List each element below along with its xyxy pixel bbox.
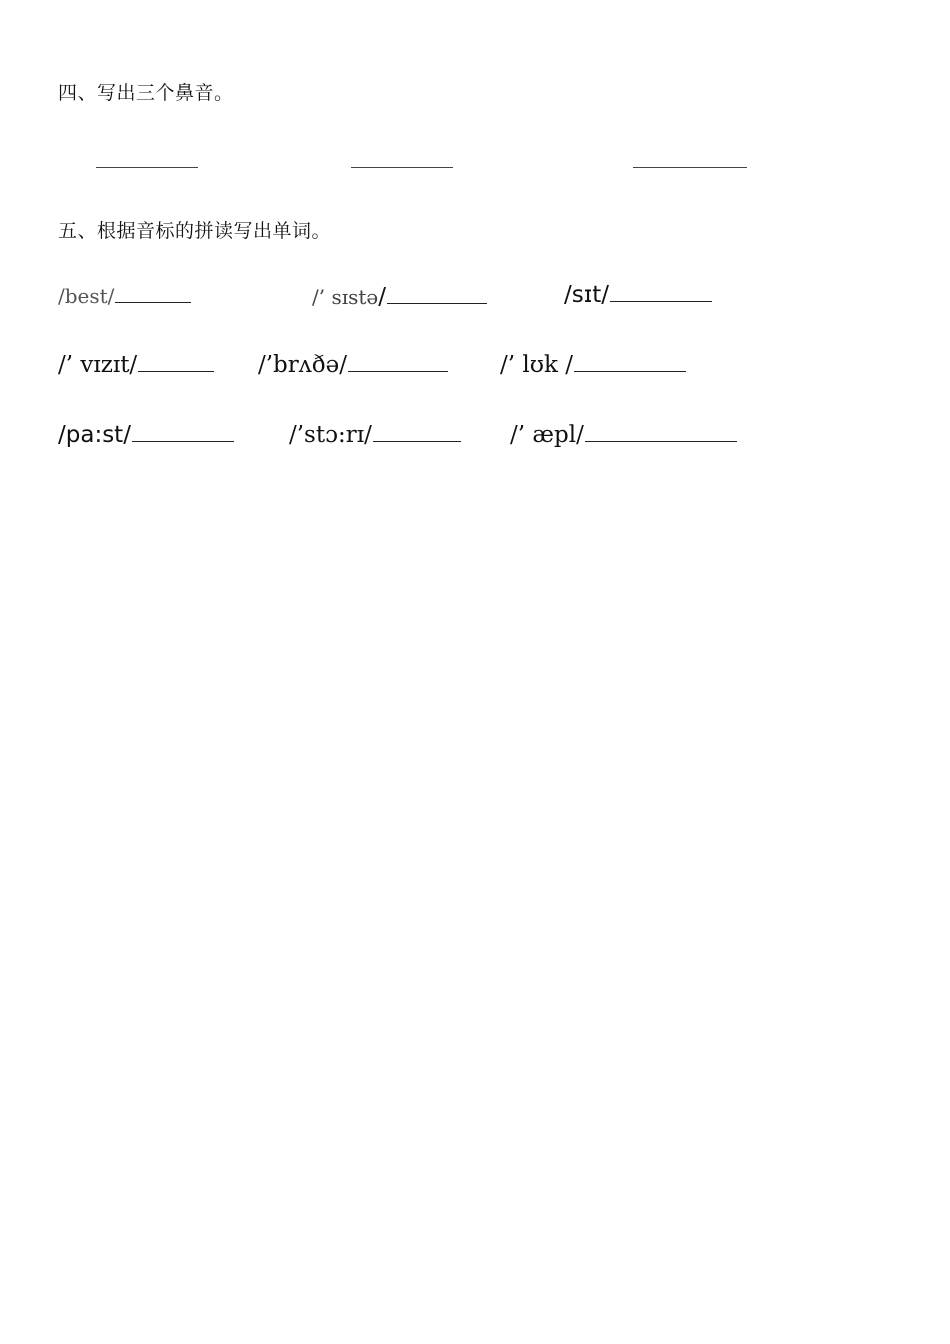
answer-blank[interactable]: [132, 440, 234, 442]
section-4-title: 四、写出三个鼻音。: [58, 82, 234, 104]
phonetic-text: /’ lʊk /: [500, 352, 573, 378]
answer-blank[interactable]: [585, 440, 737, 442]
answer-blank[interactable]: [387, 302, 487, 304]
phonetic-item-sit: [564, 282, 712, 308]
phonetic-item-visit: [58, 352, 214, 378]
phonetic-item-look: [500, 352, 686, 378]
phonetic-text: /pa:st/: [58, 422, 131, 448]
phonetic-text: /’ sɪstə: [312, 285, 379, 309]
phonetic-item-sister: [312, 284, 487, 310]
phonetic-text: /’ vɪzɪt/: [58, 352, 138, 378]
phonetic-text-slash: /: [378, 284, 386, 310]
answer-blank-nasal-3[interactable]: [633, 167, 747, 168]
answer-blank-nasal-1[interactable]: [96, 167, 198, 168]
phonetic-text: /’brʌðə/: [258, 352, 347, 378]
phonetic-text: /’ æpl/: [510, 422, 584, 448]
phonetic-item-best: [58, 284, 191, 308]
section-5-title: 五、根据音标的拼读写出单词。: [58, 220, 332, 242]
phonetic-item-past: [58, 422, 234, 448]
phonetic-item-apple: [510, 422, 737, 448]
phonetic-text: /’stɔ:rɪ/: [289, 422, 372, 448]
phonetic-item-brother: [258, 352, 448, 378]
answer-blank[interactable]: [115, 301, 191, 303]
phonetic-item-story: [289, 422, 461, 448]
answer-blank-nasal-2[interactable]: [351, 167, 453, 168]
phonetic-text: /sɪt/: [564, 282, 610, 308]
answer-blank[interactable]: [574, 370, 686, 372]
answer-blank[interactable]: [138, 370, 214, 372]
answer-blank[interactable]: [348, 370, 448, 372]
answer-blank[interactable]: [610, 300, 712, 302]
phonetic-text: /best/: [58, 284, 115, 308]
answer-blank[interactable]: [373, 440, 461, 442]
